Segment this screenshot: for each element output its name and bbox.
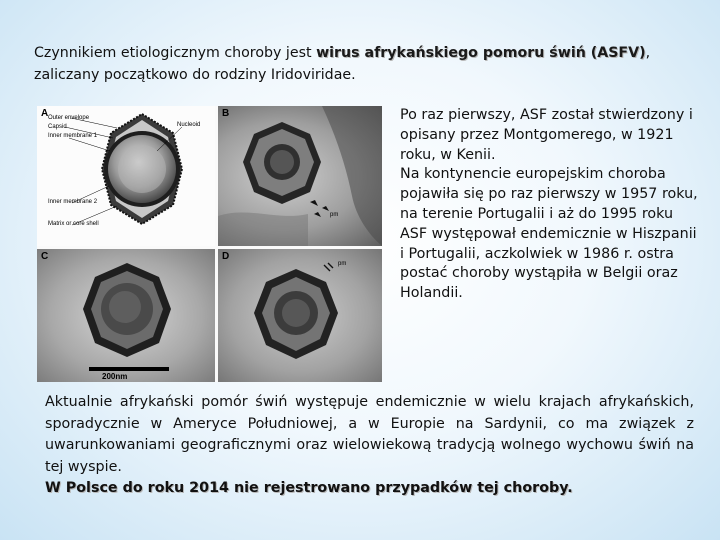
virus-name-highlight: wirus afrykańskiego pomoru świń (ASFV): [316, 45, 646, 61]
label-outer-envelope: Outer envelope: [48, 115, 90, 121]
poland-status-note: W Polsce do roku 2014 nie rejestrowano przypadków tej choroby.: [45, 480, 573, 496]
asfv-micrograph-figure: [37, 106, 382, 382]
label-inner-membrane-1: Inner membrane 1: [48, 133, 98, 139]
label-pm-b: pm: [330, 212, 339, 218]
label-matrix: Matrix or core shell: [48, 221, 99, 227]
panel-letter-a: A: [41, 108, 49, 119]
panel-d-micrograph: [218, 249, 382, 382]
intro-text: [34, 42, 694, 86]
current-status-text: [45, 392, 694, 500]
panel-b-micrograph: [218, 106, 382, 246]
panel-c-micrograph: [37, 249, 215, 382]
history-paragraph-2: Na kontynencie europejskim choroba pojawiła się po raz pierwszy w 1957 roku, na terenie Portugalii i aż do 1995 roku ASF występował endemicznie w Hiszpanii i Portugalii, aczkolwiek w 1986 r. ostra postać choroby wystąpiła w Belgii oraz Holandii.: [400, 166, 698, 302]
intro-suffix: , zaliczany początkowo do rodziny Iridoviridae.: [34, 45, 651, 83]
status-paragraph: Aktualnie afrykański pomór świń występuje endemicznie w wielu krajach afrykańskich, sporadycznie w Ameryce Południowej, a w Europie na Sardynii, co ma związek z uwarunkowaniami geograficznymi oraz wielowiekową tradycją wolnego wychowu świń na tej wyspie.: [45, 394, 694, 475]
label-scale-bar: 200nm: [102, 372, 128, 381]
history-text: [400, 106, 700, 304]
history-paragraph-1: Po raz pierwszy, ASF został stwierdzony i opisany przez Montgomerego, w 1921 roku, w Kenii.: [400, 107, 693, 163]
intro-prefix: Czynnikiem etiologicznym choroby jest: [34, 45, 317, 61]
panel-a-schematic: [37, 106, 215, 246]
label-nucleoid: Nucleoid: [177, 122, 201, 128]
panel-letter-d: D: [222, 251, 230, 262]
label-pm-d: pm: [338, 261, 347, 267]
label-inner-membrane-2: Inner membrane 2: [48, 199, 98, 205]
panel-letter-c: C: [41, 251, 49, 262]
label-capsid: Capsid: [48, 124, 67, 130]
panel-letter-b: B: [222, 108, 230, 119]
